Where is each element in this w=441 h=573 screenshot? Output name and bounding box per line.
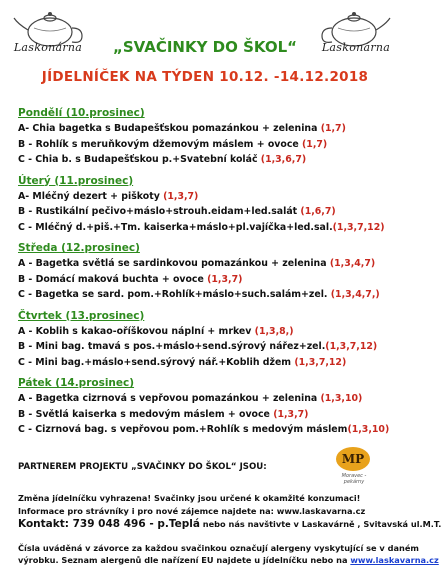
allergen-codes: (1,3,7) bbox=[273, 408, 309, 420]
item-text: B - Mini bag. tmavá s pos.+máslo+send.sýrový nářez+zel. bbox=[18, 341, 326, 352]
allergen-codes: (1,3,7) bbox=[207, 273, 243, 285]
laskonarna-logo-left bbox=[6, 8, 90, 58]
contact-line bbox=[18, 518, 441, 530]
moravec-pekarny-logo bbox=[331, 447, 377, 487]
day-thursday bbox=[18, 310, 402, 371]
contact-phone: Kontakt: 739 048 496 - p.Teplá bbox=[18, 518, 200, 530]
day-heading: Čtvrtek (13.prosinec) bbox=[18, 309, 145, 322]
menu-item bbox=[18, 324, 402, 340]
menu-item bbox=[18, 256, 402, 272]
page-title: „SVAČINKY DO ŠKOL“ bbox=[112, 38, 298, 56]
item-text: A- Mléčný dezert + piškoty bbox=[18, 190, 164, 202]
menu-item bbox=[18, 152, 402, 168]
allergen-note-line bbox=[18, 555, 439, 565]
allergen-note-text: výrobku. Seznam alergenů dle nařízení EU najdete u jídelníčku nebo na bbox=[18, 555, 351, 565]
day-monday bbox=[18, 107, 402, 168]
item-text: A - Koblih s kakao-oříškovou náplní + mrkev bbox=[18, 325, 255, 337]
item-text: A - Bagetka cizrnová s vepřovou pomazánkou + zelenina bbox=[18, 393, 321, 404]
menu-item bbox=[18, 422, 402, 438]
item-text: C - Bagetka se sard. pom.+Rohlík+máslo+such.salám+zel. bbox=[18, 289, 331, 300]
menu-item bbox=[18, 339, 402, 355]
day-heading: Středa (12.prosinec) bbox=[18, 242, 140, 254]
item-text: B - Rohlík s meruňkovým džemovým máslem + ovoce bbox=[18, 138, 303, 150]
info-text: Informace pro strávníky i pro nové zájemce najdete na: bbox=[18, 506, 277, 516]
item-text: A- Chia bagetka s Budapešťskou pomazánkou + zelenina bbox=[18, 123, 321, 134]
allergen-codes: (1,6,7) bbox=[300, 206, 336, 217]
mp-logo-caption: Moravec - pekárny bbox=[341, 473, 367, 485]
allergen-codes: (1,3,7,12) bbox=[294, 356, 347, 368]
allergen-codes: (1,3,8,) bbox=[254, 325, 294, 337]
mp-logo-mark: MP bbox=[336, 447, 370, 471]
menu-item bbox=[18, 137, 402, 153]
day-friday bbox=[18, 377, 402, 438]
laskonarna-logo-right bbox=[314, 8, 398, 58]
allergen-codes: (1,3,7,12) bbox=[332, 221, 385, 233]
allergen-codes: (1,3,10) bbox=[347, 424, 390, 435]
allergen-codes: (1,3,6,7) bbox=[260, 154, 307, 165]
contact-text: nebo nás navštivte v Laskavárně , Svitavská ul.M.T. bbox=[199, 519, 441, 529]
logo-text: Laskonárna bbox=[321, 41, 391, 54]
menu-item bbox=[18, 189, 402, 205]
day-tuesday bbox=[18, 175, 402, 236]
item-text: C - Cizrnová bag. s vepřovou pom.+Rohlík s medovým máslem bbox=[18, 424, 348, 435]
menu-item bbox=[18, 204, 402, 220]
partner-heading: PARTNEREM PROJEKTU „SVAČINKY DO ŠKOL“ JSOU: bbox=[18, 462, 267, 472]
item-text: B - Rustikální pečivo+máslo+strouh.eidam+led.salát bbox=[18, 206, 301, 217]
item-text: B - Domácí maková buchta + ovoce bbox=[18, 273, 208, 285]
menu-item bbox=[18, 407, 402, 423]
weekly-menu bbox=[18, 107, 402, 445]
day-heading: Pátek (14.prosinec) bbox=[18, 377, 135, 389]
item-text: C - Mléčný d.+piš.+Tm. kaiserka+máslo+pl.vajíčka+led.sal. bbox=[18, 221, 333, 233]
allergen-codes: (1,3,10) bbox=[320, 393, 363, 404]
allergen-codes: (1,7) bbox=[320, 123, 346, 134]
website-link[interactable]: www.laskavarna.cz bbox=[276, 506, 366, 516]
info-line bbox=[18, 506, 365, 516]
website-link[interactable]: www.laskavarna.cz bbox=[350, 555, 439, 565]
allergen-codes: (1,3,7,12) bbox=[325, 341, 378, 352]
allergen-note-line: Čísla uváděná v závorce za každou svačinkou označují alergeny vyskytující se v daném bbox=[18, 543, 419, 553]
menu-item bbox=[18, 355, 402, 371]
day-heading: Pondělí (10.prosinec) bbox=[18, 107, 145, 119]
menu-item bbox=[18, 287, 402, 303]
allergen-codes: (1,3,4,7) bbox=[329, 258, 376, 269]
allergen-codes: (1,3,4,7,) bbox=[330, 289, 380, 300]
item-text: C - Chia b. s Budapešťskou p.+Svatební koláč bbox=[18, 154, 261, 165]
item-text: B - Světlá kaiserka s medovým máslem + ovoce bbox=[18, 408, 274, 420]
menu-item bbox=[18, 220, 402, 236]
item-text: C - Mini bag.+máslo+send.sýrový nář.+Koblih džem bbox=[18, 356, 295, 368]
item-text: A - Bagetka světlá se sardinkovou pomazánkou + zelenina bbox=[18, 258, 330, 269]
menu-item bbox=[18, 272, 402, 288]
menu-week-heading: JÍDELNÍČEK NA TÝDEN 10.12. -14.12.2018 bbox=[41, 69, 369, 85]
notice-line: Změna jídelníčku vyhrazena! Svačinky jsou určené k okamžité konzumaci! bbox=[18, 493, 361, 503]
day-wednesday bbox=[18, 242, 402, 303]
menu-item bbox=[18, 121, 402, 137]
logo-text: Laskonárna bbox=[13, 41, 83, 54]
allergen-codes: (1,7) bbox=[302, 138, 328, 150]
allergen-codes: (1,3,7) bbox=[163, 190, 199, 202]
day-heading: Úterý (11.prosinec) bbox=[18, 174, 134, 187]
menu-item bbox=[18, 391, 402, 407]
